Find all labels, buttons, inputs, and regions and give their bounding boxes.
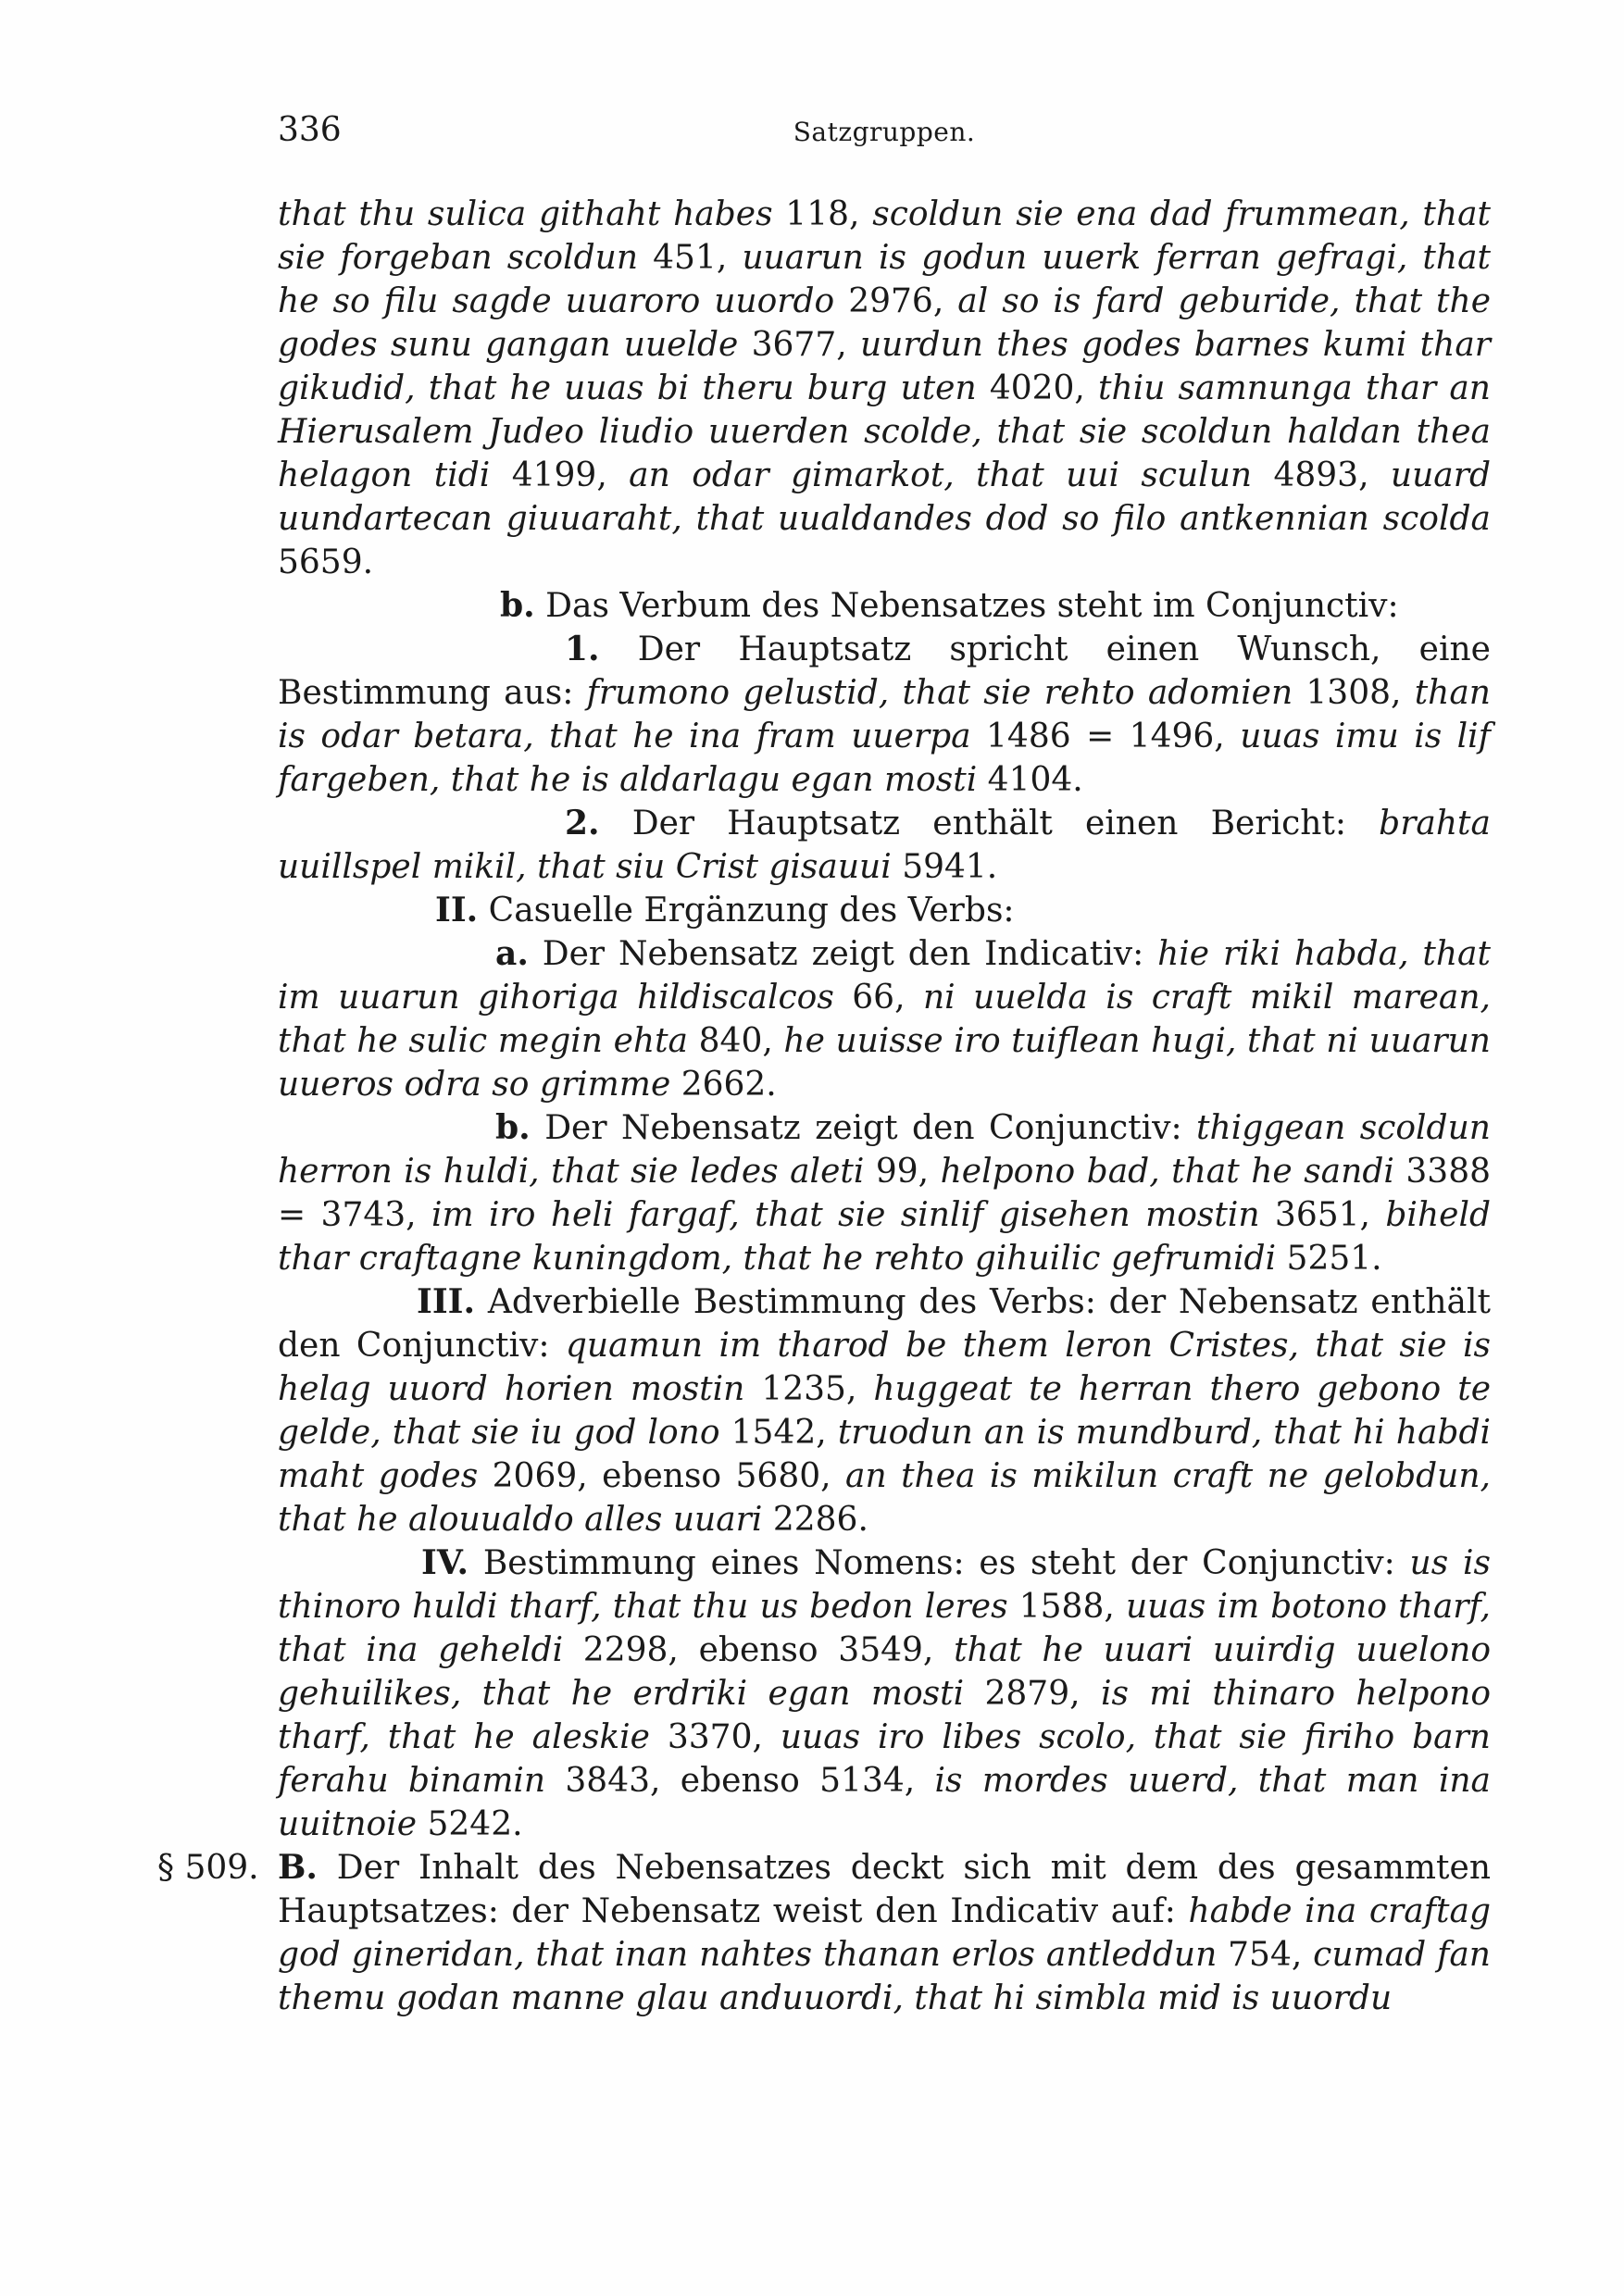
paragraph-1-wish [278,628,1491,802]
quotation-text: is mordes uuerd, that man ina uuitnoie [278,1762,1491,1843]
body-text: Der Inhalt des Nebensatzes deckt sich mit dem des gesammten Hauptsatzes: der Nebensatz weist den Indicativ auf: [278,1849,1491,1930]
quotation-text: an odar gimarkot, that uui sculun [629,456,1253,494]
quotation-text: brahta uuillspel mikil, that siu Crist gisauui [278,805,1491,886]
body-text: Bestimmung eines Nomens: es steht der Conjunctiv: [468,1544,1410,1582]
quotation-text: im iro heli fargaf, that sie sinlif gisehen mostin [431,1196,1260,1234]
running-head: Satzgruppen. [793,117,976,147]
quotation-text: truodun an is mundburd, that hi habdi maht godes [278,1414,1492,1495]
body-text: 4199, [490,456,630,494]
body-text: 3388 = 3743, [278,1153,1491,1234]
quotation-text: uuas im botono tharf, that ina geheldi [278,1588,1491,1669]
quotation-text: frumono gelustid, that sie rehto adomien [586,674,1293,712]
body-text: Adverbielle Bestimmung des Verbs: der Nebensatz enthält den Conjunctiv: [278,1283,1491,1365]
body-text: 3370, [649,1718,781,1756]
section-number: § 509. [157,1849,259,1887]
body-text: 99, [864,1153,941,1191]
body-text: 840, [688,1022,784,1060]
quotation-text: cumad fan themu godan manne glau anduuordi, that hi simbla mid is uuordu [278,1936,1491,2017]
quotation-text: us is thinoro huldi tharf, that thu us bedon leres [278,1544,1492,1626]
quotation-text: that thu sulica githaht habes [278,195,773,233]
quotation-text: thiggean scoldun herron is huldi, that sie ledes aleti [278,1109,1491,1191]
body-text: 3651, [1259,1196,1386,1234]
body-text: 3677, [738,326,860,364]
quotation-text: ni uuelda is craft mikil marean, that he sulic megin ehta [278,979,1491,1060]
paragraph-b-indicative-condition [278,584,1491,628]
body-text: 4020, [976,369,1099,407]
body-text: Das Verbum des Nebensatzes steht im Conjunctiv: [534,587,1399,625]
body-text: 1486 = 1496, [970,718,1241,755]
body-text: 1235, [744,1370,874,1408]
body-text: 2069, ebenso 5680, [478,1457,845,1495]
body-text: 2286. [762,1501,868,1539]
body-text: 5659. [278,543,374,581]
quotation-text: scoldun sie ena dad frummean, that sie forgeban scoldun [278,195,1491,277]
body-text: 4893, [1252,456,1391,494]
body-text: 4104. [977,761,1083,799]
quotation-text: habde ina craftag god gineridan, that inan nahtes thanan erlos antleddun [278,1892,1491,1974]
body-text: 2879, [964,1675,1101,1713]
quotation-text: an thea is mikilun craft ne gelobdun, that he alouualdo alles uuari [278,1457,1491,1539]
body-text: Casuelle Ergänzung des Verbs: [478,892,1015,930]
paragraph-label: II. [435,891,479,930]
body-text: 1542, [719,1414,838,1452]
quotation-text: he uuisse iro tuiflean hugi, that ni uuarun uueros odra so grimme [278,1022,1491,1104]
quotation-text: biheld thar craftagne kuningdom, that he rehto gihuilic gefrumidi [278,1196,1491,1278]
paragraph-label: b. [495,1108,531,1147]
paragraph-IV-nominal [278,1541,1491,1846]
paragraph-label: 2. [565,804,600,842]
quotation-text: uuard uundartecan giuuaraht, that uualdandes dod so filo antkennian scolda [278,456,1492,538]
body-text: Der Hauptsatz enthält einen Bericht: [599,805,1380,842]
text-body [157,193,1492,2020]
body-text: 2976, [834,282,958,320]
body-text: 66, [833,979,923,1017]
body-text: 5242. [417,1805,523,1843]
paragraph-2-report [278,802,1491,889]
body-text: 5251. [1276,1240,1382,1278]
quotation-text: uuas iro libes scolo, that sie firiho barn ferahu binamin [278,1718,1491,1800]
body-text: 754, [1217,1936,1314,1974]
body-text: 1308, [1293,674,1415,712]
paragraph-label: III. [417,1282,476,1321]
paragraph-label: B. [278,1848,318,1887]
body-text: 3843, ebenso 5134, [545,1762,935,1800]
quotation-text: uuas imu is lif fargeben, that he is aldarlagu egan mosti [278,718,1491,799]
quotation-text: huggeat te herran thero gebono te gelde, that sie iu god lono [278,1370,1491,1452]
body-text: 2662. [670,1066,777,1104]
quotation-text: than is odar betara, that he ina fram uuerpa [278,674,1491,755]
body-text: 1588, [1007,1588,1126,1626]
paragraph-II-casual [278,889,1491,932]
quotation-text: helpono bad, that he sandi [940,1153,1394,1191]
quotation-text: uurdun thes godes barnes kumi thar gikudid, that he uuas bi theru burg uten [278,326,1491,407]
paragraph-label: 1. [565,630,600,668]
paragraph-label: b. [500,586,535,625]
body-text: 2298, ebenso 3549, [563,1631,955,1669]
quotation-text: al so is fard geburide, that the godes sunu gangan uuelde [278,282,1491,364]
body-text: 118, [772,195,873,233]
body-text: Der Hauptsatz spricht einen Wunsch, eine Bestimmung aus: [278,630,1491,712]
paragraph-b-conjunctive [278,1106,1491,1280]
page-number: 336 [278,111,342,149]
paragraph-label: IV. [421,1543,469,1582]
paragraph-label: a. [495,934,529,973]
page-header [278,111,1491,167]
body-text: Der Nebensatz zeigt den Conjunctiv: [530,1109,1197,1147]
paragraph-section-509 [157,1846,1491,2020]
quotation-text: uuarun is godun uuerk ferran gefragi, that he so filu sagde uuaroro uuordo [278,239,1492,320]
paragraph-a-indicative [278,932,1491,1106]
body-text: 451, [638,239,743,277]
quotation-text: hie riki habda, that im uuarun gihoriga hildiscalcos [278,935,1491,1017]
quotation-text: that he uuari uuirdig uuelono gehuilikes, that he erdriki egan mosti [278,1631,1491,1713]
paragraph-III-adverbial [278,1280,1491,1541]
quotation-text: quamun im tharod be them leron Cristes, that sie is helag uuord horien mostin [278,1327,1492,1408]
body-text: Der Nebensatz zeigt den Indicativ: [528,935,1158,973]
paragraph-intro [278,193,1491,584]
quotation-text: is mi thinaro helpono tharf, that he aleskie [278,1675,1491,1756]
quotation-text: thiu samnunga thar an Hierusalem Judeo liudio uuerden scolde, that sie scoldun haldan thea helagon tidi [278,369,1491,494]
body-text: 5941. [891,848,998,886]
